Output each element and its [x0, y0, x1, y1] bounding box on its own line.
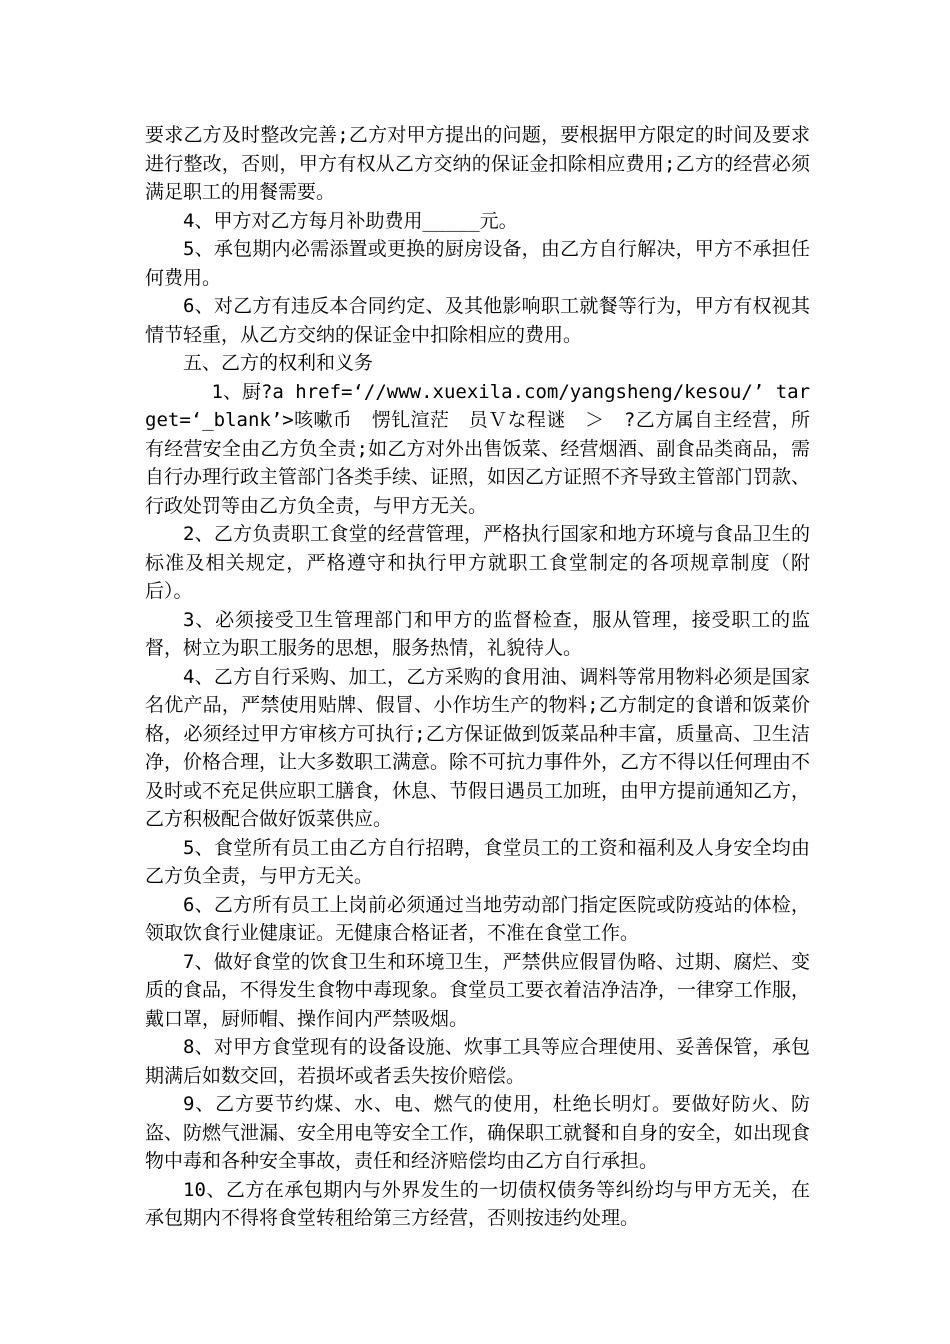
paragraph-b-item-7: 7、做好食堂的饮食卫生和环境卫生，严禁供应假冒伪略、过期、腐烂、变质的食品，不得发生食物中毒现象。食堂员工要衣着洁净洁净，一律穿工作服，戴口罩，厨师帽、操作间内严禁吸烟。 [145, 950, 811, 1030]
paragraph-b-item-4: 4、乙方自行采购、加工，乙方采购的食用油、调料等常用物料必须是国家名优产品，严禁使用贴牌、假冒、小作坊生产的物料;乙方制定的食谱和饭菜价格，必须经过甲方审核方可执行;乙方保证做到饭菜品种丰富，质量高、卫生洁净，价格合理，让大多数职工满意。除不可抗力事件外，乙方不得以任何理由不及时或不充足供应职工膳食，休息、节假日遇员工加班，由甲方提前通知乙方，乙方积极配合做好饭菜供应。 [145, 665, 811, 830]
paragraph-item-4-subsidy: 4、甲方对乙方每月补助费用_____元。 [183, 209, 518, 232]
paragraph-b-item-5: 5、食堂所有员工由乙方自行招聘，食堂员工的工资和福利及人身安全均由乙方负全责，与甲方无关。 [145, 836, 810, 887]
paragraph-item-5-equipment: 5、承包期内必需添置或更换的厨房设备，由乙方自行解决，甲方不承担任何费用。 [145, 238, 810, 289]
paragraph-b-item-2: 2、乙方负责职工食堂的经营管理，严格执行国家和地方环境与食品卫生的标准及相关规定，严格遵守和执行甲方就职工食堂制定的各项规章制度（附后）。 [145, 523, 810, 602]
paragraph-b-item-6: 6、乙方所有员工上岗前必须通过当地劳动部门指定医院或防疫站的体检，领取饮食行业健康证。无健康合格证者，不准在食堂工作。 [145, 893, 810, 944]
paragraph-continuation: 要求乙方及时整改完善;乙方对甲方提出的问题，要根据甲方限定的时间及要求进行整改，否则，甲方有权从乙方交纳的保证金扣除相应费用;乙方的经营必须满足职工的用餐需要。 [145, 124, 810, 203]
paragraph-item-6-penalty: 6、对乙方有违反本合同约定、及其他影响职工就餐等行为，甲方有权视其情节轻重，从乙方交纳的保证金中扣除相应的费用。 [145, 295, 810, 346]
section-heading-party-b-rights: 五、乙方的权利和义务 [183, 352, 374, 374]
paragraph-b-item-3: 3、必须接受卫生管理部门和甲方的监督检查，服从管理，接受职工的监督，树立为职工服务的思想，服务热情，礼貌待人。 [145, 608, 810, 659]
paragraph-b-item-9: 9、乙方要节约煤、水、电、燃气的使用，杜绝长明灯。要做好防火、防盗、防燃气泄漏、安全用电等安全工作，确保职工就餐和自身的安全，如出现食物中毒和各种安全事故，责任和经济赔偿均由乙方自行承担。 [145, 1093, 811, 1172]
paragraph-b-item-8: 8、对甲方食堂现有的设备设施、炊事工具等应合理使用、妥善保管，承包期满后如数交回，若损坏或者丢失按价赔偿。 [145, 1036, 810, 1087]
paragraph-b-item-10: 10、乙方在承包期内与外界发生的一切债权债务等纠纷均与甲方无关，在承包期内不得将食堂转租给第三方经营，否则按违约处理。 [145, 1178, 810, 1229]
paragraph-b-item-1: 1、厨?a href=‘//www.xuexila.com/yangsheng/kesou/’ target=‘_blank’>咳嗽币 愣钆渲茫 员Ｖな程谜 ＞ ?乙方属自主经营，所有经营安全由乙方负全责;如乙方对外出售饭菜、经营烟酒、副食品类商品，需自行办理行政主管部门各类手续、证照，如因乙方证照不齐导致主管部门罚款、行政处罚等由乙方负全责，与甲方无关。 [145, 380, 811, 517]
document-page [145, 121, 810, 1233]
